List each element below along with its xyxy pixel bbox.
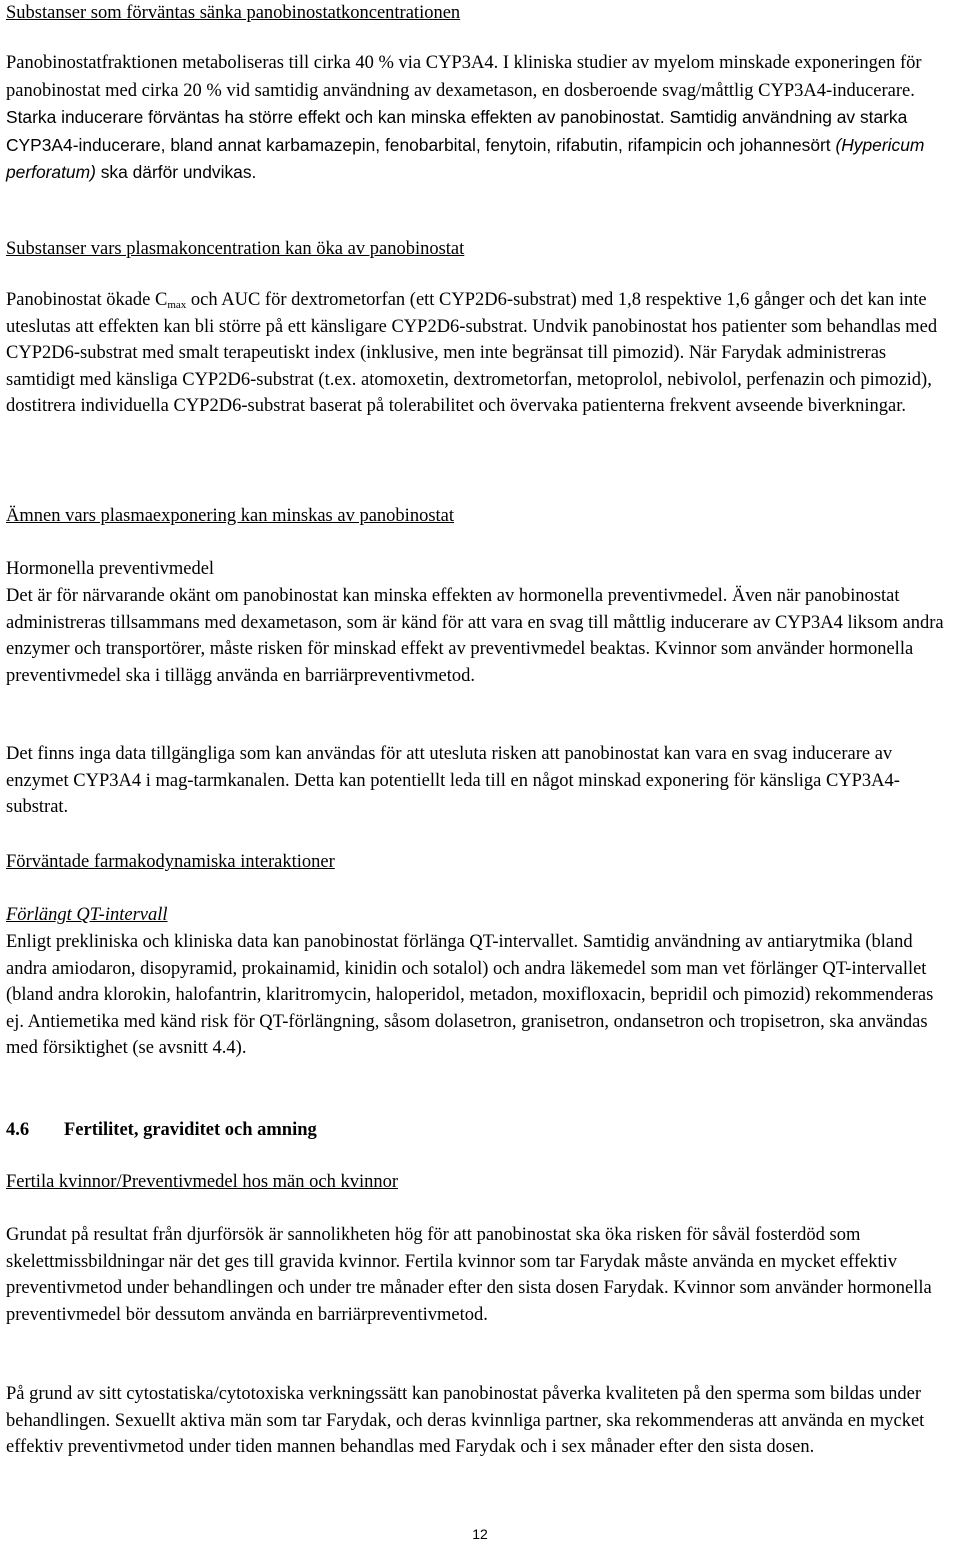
paragraph-gastrointestinal-cyp3a4: Det finns inga data tillgängliga som kan användas för att utesluta risken att panobinostat kan vara en svag inducerare av enzymet CYP3A4 i mag-tarmkanalen. Detta kan potentiellt leda till en något minskad exponering för känsliga CYP3A4-substrat. [6, 744, 900, 818]
paragraph-hormonal-contraceptives: Det är för närvarande okänt om panobinostat kan minska effekten av hormonella preventivmedel. Även när panobinostat administreras tillsammans med dexametason, som är känd för att vara en svag till måttlig inducerare av CYP3A4 liksom andra enzymer och transportörer, måste risken för minskad effekt av preventivmedel beaktas. Kvinnor som använder hormonella preventivmedel ska i tillägg använda en barriärpreventivmetod. [6, 586, 944, 686]
paragraph-text: ska därför undvikas. [95, 162, 257, 183]
paragraph-fertile-women: Grundat på resultat från djurförsök är sannolikheten hög för att panobinostat ska öka risken för såväl fosterdöd som skelettmissbildningar när det ges till gravida kvinnor. Fertila kvinnor som tar Farydak måste använda en mycket effektiv preventivmetod under behandlingen och under tre månader efter den sista dosen Farydak. Kvinnor som använder hormonella preventivmedel bör dessutom använda en barriärpreventivmetod. [6, 1225, 932, 1325]
paragraph-text: Panobinostat ökade C [6, 290, 168, 310]
subscript-max: max [167, 299, 187, 311]
paragraph-text: Panobinostatfraktionen metaboliseras till cirka 40 % via CYP3A4. I kliniska studier av myelom minskade exponeringen för panobinostat med cirka 20 % vid samtidig användning av dexametason, en dosberoende svag/måttlig CYP3A4-inducerare. [6, 53, 922, 101]
page-number: 12 [472, 1526, 488, 1542]
subheading-hormonal-contraceptives: Hormonella preventivmedel [6, 559, 215, 579]
heading-increased-plasma-concentration: Substanser vars plasmakoncentration kan öka av panobinostat [6, 239, 465, 259]
heading-reduced-plasma-exposure: Ämnen vars plasmaexponering kan minskas av panobinostat [6, 506, 455, 526]
paragraph-cyp3a4-metabolism [6, 50, 954, 187]
section-number: 4.6 [6, 1120, 30, 1140]
species-name: (Hypericum perforatum) [6, 134, 925, 183]
section-title: Fertilitet, graviditet och amning [64, 1120, 317, 1140]
heading-fertile-women-contraception: Fertila kvinnor/Preventivmedel hos män och kvinnor [6, 1172, 399, 1192]
paragraph-sexually-active-men: På grund av sitt cytostatiska/cytotoxiska verkningssätt kan panobinostat påverka kvaliteten på den sperma som bildas under behandlingen. Sexuellt aktiva män som tar Farydak, och deras kvinnliga partner, ska rekommenderas att använda en mycket effektiv preventivmetod under tiden mannen behandlas med Farydak och i sex månader efter den sista dosen. [6, 1384, 925, 1458]
paragraph-qt-prolongation: Enligt prekliniska och kliniska data kan panobinostat förlänga QT-intervallet. Samtidig användning av antiarytmika (bland andra amiodaron, disopyramid, prokainamid, kinidin och sotalol) och andra läkemedel som man vet förlänger QT-intervallet (bland andra klorokin, halofantrin, klaritromycin, haloperidol, metadon, moxifloxacin, bepridil och pimozid) rekommenderas ej. Antiemetika med känd risk för QT-förlängning, såsom dolasetron, granisetron, ondansetron och tropisetron, ska användas med försiktighet (se avsnitt 4.4). [6, 932, 934, 1059]
heading-pharmacodynamic-interactions: Förväntade farmakodynamiska interaktioner [6, 852, 335, 872]
paragraph-cyp2d6 [6, 287, 954, 420]
paragraph-text: Starka inducerare förväntas ha större effekt och kan minska effekten av panobinostat. Samtidig användning av starka CYP3A4-inducerare, bland annat karbamazepin, fenobarbital, fenytoin, rifabutin, rifampicin och johannesört [6, 107, 908, 155]
paragraph-text: och AUC för dextrometorfan (ett CYP2D6-substrat) med 1,8 respektive 1,6 gånger och det kan inte uteslutas att effekten kan bli större på ett känsligare CYP2D6-substrat. Undvik panobinostat hos patienter som behandlas med CYP2D6-substrat med smalt terapeutiskt index (inklusive, men inte begränsat till pimozid). När Farydak administreras samtidigt med känsliga CYP2D6-substrat (t.ex. atomoxetin, dextrometorfan, metoprolol, nebivolol, perfenazin och pimozid), dostitrera individuella CYP2D6-substrat baserat på tolerabilitet och övervaka patienterna frekvent avseende biverkningar. [6, 290, 938, 417]
section-title-4-6 [6, 1117, 954, 1144]
subheading-qt-prolongation: Förlängt QT-intervall [6, 905, 168, 925]
heading-reduce-concentration: Substanser som förväntas sänka panobinostatkoncentrationen [6, 3, 461, 23]
